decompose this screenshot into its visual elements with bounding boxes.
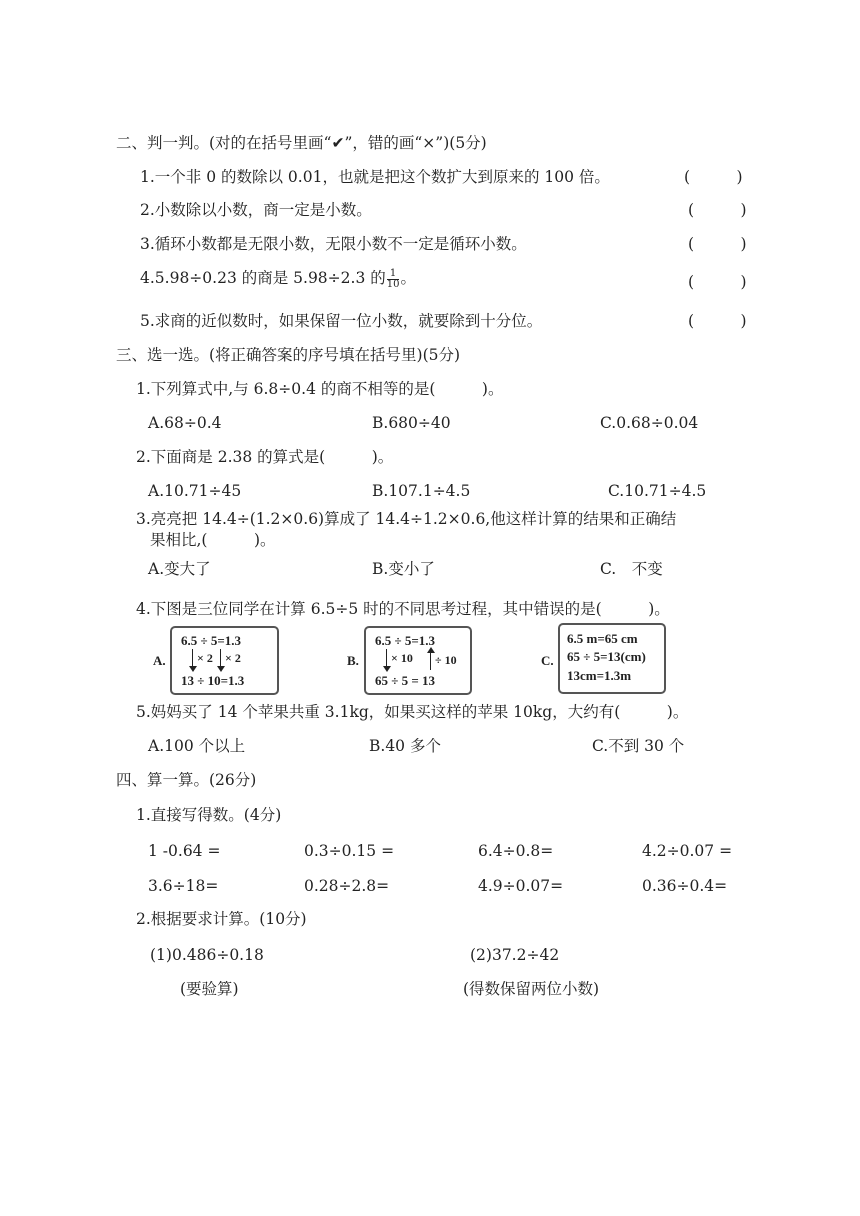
figure-b-op-1: × 10	[391, 651, 413, 665]
choice-q5-option-b[interactable]: B.40 多个	[369, 737, 441, 755]
judge-item-3: 3.循环小数都是无限小数，无限小数不一定是循环小数。	[140, 235, 527, 253]
fraction-numerator: 1	[387, 269, 400, 280]
direct-calc-item: 4.9÷0.07=	[478, 877, 564, 895]
choice-q3-line-2: 果相比,( )。	[150, 531, 276, 549]
judge-item-5: 5.求商的近似数时，如果保留一位小数，就要除到十分位。	[140, 312, 543, 330]
arrow-down-icon	[386, 649, 387, 666]
arrow-down-icon	[192, 649, 193, 666]
judge-answer-blank-3[interactable]: ( )	[688, 235, 747, 253]
figure-a-top-equation: 6.5 ÷ 5=1.3	[181, 633, 242, 648]
figure-b-label[interactable]: B.	[347, 653, 359, 668]
calc-sub-1-title: 1.直接写得数。(4分)	[136, 806, 282, 824]
choice-q5: 5.妈妈买了 14 个苹果共重 3.1kg，如果买这样的苹果 10kg，大约有( )。	[136, 703, 689, 721]
choice-q1-option-a[interactable]: A.68÷0.4	[148, 414, 222, 432]
judge-item-2: 2.小数除以小数，商一定是小数。	[140, 201, 372, 219]
choice-q3-option-a[interactable]: A.变大了	[148, 560, 211, 578]
choice-q2-option-a[interactable]: A.10.71÷45	[148, 482, 242, 500]
choice-q4: 4.下图是三位同学在计算 6.5÷5 时的不同思考过程，其中错误的是( )。	[136, 600, 670, 618]
figure-b-op-2: ÷ 10	[435, 653, 457, 667]
arrow-up-icon	[430, 653, 431, 670]
direct-calc-item: 0.28÷2.8=	[304, 877, 390, 895]
figure-b-box	[364, 626, 472, 695]
direct-calc-item: 1 -0.64 =	[148, 842, 221, 860]
judge-item-4-end: 。	[400, 269, 416, 287]
section-2-heading: 二、判一判。(对的在括号里画“✔”，错的画“×”)(5分)	[116, 134, 487, 152]
figure-a-op-2: × 2	[225, 651, 241, 665]
calc-sub-2-title: 2.根据要求计算。(10分)	[136, 910, 307, 928]
figure-a-op-1: × 2	[197, 651, 213, 665]
direct-calc-item: 0.36÷0.4=	[642, 877, 728, 895]
choice-q2: 2.下面商是 2.38 的算式是( )。	[136, 448, 394, 466]
figure-c-line-2: 65 ÷ 5=13(cm)	[567, 649, 646, 664]
choice-q1: 1.下列算式中,与 6.8÷0.4 的商不相等的是( )。	[136, 380, 504, 398]
figure-c-label[interactable]: C.	[541, 653, 554, 668]
choice-q1-option-c[interactable]: C.0.68÷0.04	[600, 414, 699, 432]
fraction-one-tenth	[387, 269, 400, 290]
figure-a-bottom-equation: 13 ÷ 10=1.3	[181, 673, 245, 688]
figure-c-box	[558, 623, 666, 694]
figure-b-top-equation: 6.5 ÷ 5=1.3	[375, 633, 436, 648]
calc-problem-2-note: (得数保留两位小数)	[463, 980, 600, 998]
calc-problem-1-note: (要验算)	[180, 980, 239, 998]
judge-answer-blank-2[interactable]: ( )	[688, 201, 747, 219]
judge-item-4-text: 4.5.98÷0.23 的商是 5.98÷2.3 的	[140, 269, 386, 287]
section-3-heading: 三、选一选。(将正确答案的序号填在括号里)(5分)	[116, 346, 461, 364]
judge-answer-blank-4[interactable]: ( )	[688, 273, 747, 291]
choice-q1-option-b[interactable]: B.680÷40	[372, 414, 451, 432]
direct-calc-item: 0.3÷0.15 =	[304, 842, 395, 860]
judge-answer-blank-5[interactable]: ( )	[688, 312, 747, 330]
choice-q5-option-c[interactable]: C.不到 30 个	[592, 737, 685, 755]
choice-q3-line-1: 3.亮亮把 14.4÷(1.2×0.6)算成了 14.4÷1.2×0.6,他这样计算的结果和正确结	[136, 510, 677, 528]
direct-calc-item: 4.2÷0.07 =	[642, 842, 733, 860]
choice-q3-option-b[interactable]: B.变小了	[372, 560, 435, 578]
judge-answer-blank-1[interactable]: ( )	[684, 168, 743, 186]
choice-q5-option-a[interactable]: A.100 个以上	[148, 737, 246, 755]
section-4-heading: 四、算一算。(26分)	[116, 771, 257, 789]
choice-q3-option-c[interactable]: C. 不变	[600, 560, 663, 578]
fraction-denominator: 10	[386, 278, 400, 290]
figure-c-line-3: 13cm=1.3m	[567, 668, 632, 683]
figure-a-box	[170, 626, 279, 695]
figure-b-bottom-equation: 65 ÷ 5 = 13	[375, 673, 436, 688]
direct-calc-item: 6.4÷0.8=	[478, 842, 554, 860]
figure-c-line-1: 6.5 m=65 cm	[567, 631, 638, 646]
calc-problem-1: (1)0.486÷0.18	[150, 946, 264, 964]
judge-item-4	[140, 268, 416, 290]
figure-a-label[interactable]: A.	[153, 653, 166, 668]
arrow-down-icon	[220, 649, 221, 666]
direct-calc-item: 3.6÷18=	[148, 877, 219, 895]
calc-problem-2: (2)37.2÷42	[470, 946, 560, 964]
choice-q2-option-c[interactable]: C.10.71÷4.5	[608, 482, 707, 500]
choice-q2-option-b[interactable]: B.107.1÷4.5	[372, 482, 471, 500]
judge-item-1: 1.一个非 0 的数除以 0.01，也就是把这个数扩大到原来的 100 倍。	[140, 168, 610, 186]
